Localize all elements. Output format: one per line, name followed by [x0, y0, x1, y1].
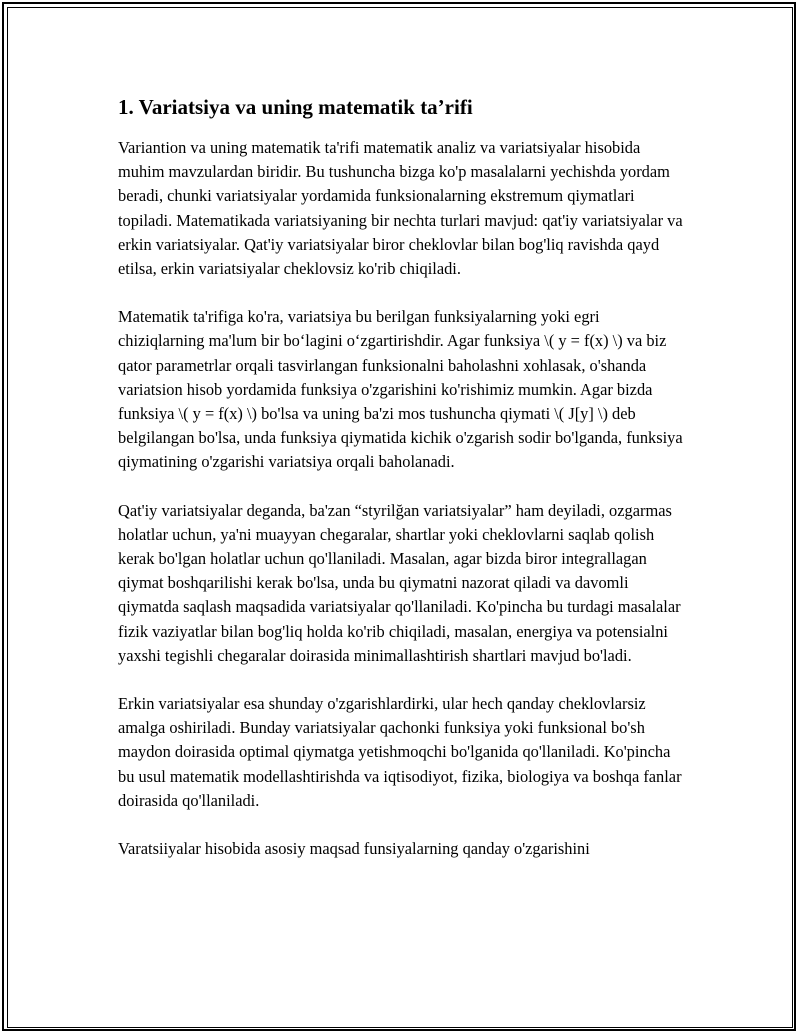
section-heading: 1. Variatsiya va uning matematik ta’rifi: [118, 95, 473, 119]
paragraph-free-variations: Erkin variatsiyalar esa shunday o'zgarishlardirki, ular hech qanday cheklovlarsiz amalga oshiriladi. Bunday variatsiyalar qachonki funksiya yoki funksional bo'sh maydon doirasida optimal qiymatga yetishmoqchi bo'lganida qo'llaniladi. Ko'pincha bu usul matematik modellashtirishda va iqtisodiyot, fizika, biologiya va boshqa fanlar doirasida qo'llaniladi.: [118, 694, 682, 810]
paragraph-calculus-goal: Varatsiiyalar hisobida asosiy maqsad funsiyalarning qanday o'zgarishini: [118, 839, 590, 859]
document-body: [118, 92, 684, 885]
paragraph-intro: Variantion va uning matematik ta'rifi matematik analiz va variatsiyalar hisobida muhim mavzulardan biridir. Bu tushuncha bizga ko'p masalalarni yechishda yordam beradi, chunki variatsiyalar yordamida funksionalarning ekstremum qiymatlari topiladi. Matematikada variatsiyaning bir nechta turlari mavjud: qat'iy variatsiyalar va erkin variatsiyalar. Qat'iy variatsiyalar biror cheklovlar bilan bog'liq ravishda qayd etilsa, erkin variatsiyalar cheklovsiz ko'rib chiqiladi.: [118, 138, 683, 279]
paragraph-definition: Matematik ta'rifiga ko'ra, variatsiya bu berilgan funksiyalarning yoki egri chiziqlarning ma'lum bir bo‘lagini o‘zgartirishdir. Agar funksiya \( y = f(x) \) va biz qator parametrlar orqali tasvirlangan funksionalni baholashni xohlasak, o'shanda variatsion hisob yordamida funksiya o'zgarishini ko'rishimiz mumkin. Agar bizda funksiya \( y = f(x) \) bo'lsa va uning ba'zi mos tushuncha qiymati \( J[y] \) deb belgilangan bo'lsa, unda funksiya qiymatida kichik o'zgarish sodir bo'lganda, funksiya qiymatining o'zgarishi variatsiya orqali baholanadi.: [118, 307, 683, 472]
paragraph-strict-variations: Qat'iy variatsiyalar deganda, ba'zan “styrilğan variatsiyalar” ham deyiladi, ozgarmas holatlar uchun, ya'ni muayyan chegaralar, shartlar yoki cheklovlarni saqlab qolish kerak bo'lgan holatlar uchun qo'llaniladi. Masalan, agar bizda biror integrallagan qiymat boshqarilishi kerak bo'lsa, unda bu qiymatni nazorat qiladi va davomli qiymatda saqlash maqsadida variatsiyalar qo'llaniladi. Ko'pincha bu turdagi masalalar fizik vaziyatlar bilan bog'liq holda ko'rib chiqiladi, masalan, energiya va potensialni yaxshi tegishli chegaralar doirasida minimallashtirish shartlari mavjud bo'ladi.: [118, 500, 681, 665]
